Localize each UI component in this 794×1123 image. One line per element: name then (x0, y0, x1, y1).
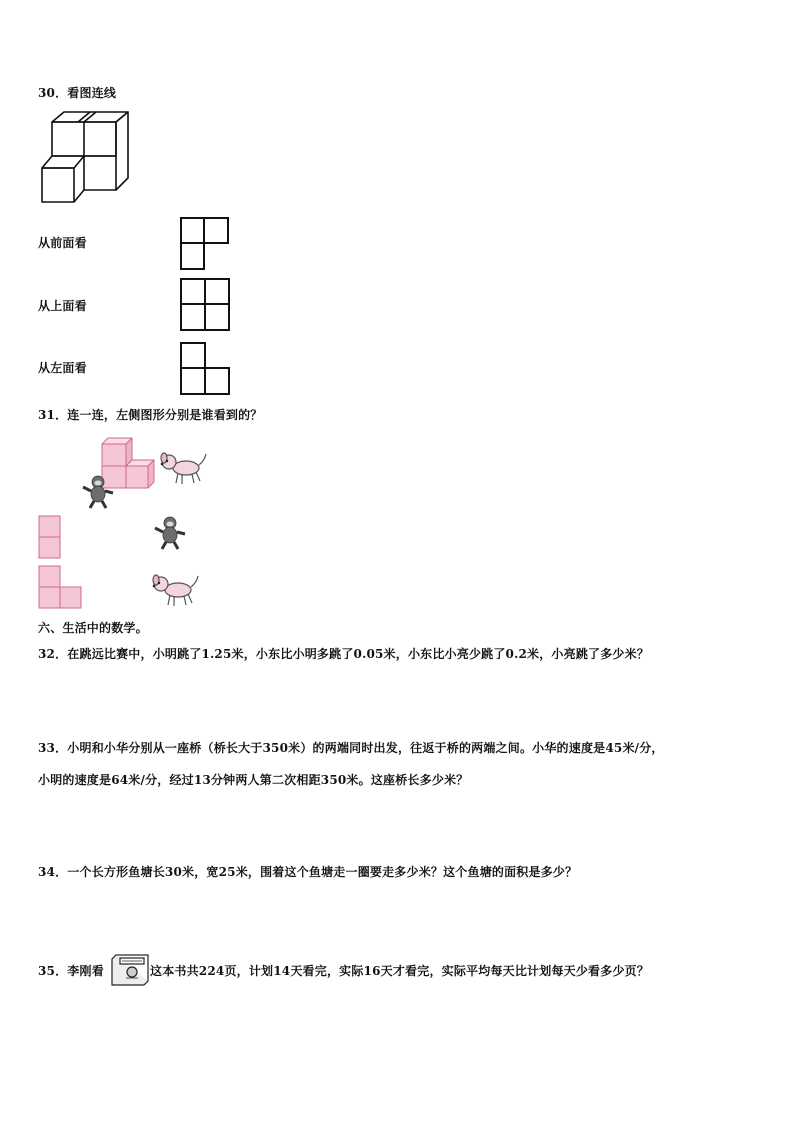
view-label-front: 从前面看 (38, 236, 87, 250)
front-view-grid-icon (180, 217, 230, 271)
q32-text: 32．在跳远比赛中，小明跳了1.25米，小东比小明多跳了0.05米，小东比小亮少跳了0.2米，小亮跳了多少米？ (38, 647, 650, 661)
pink-column-icon (38, 515, 62, 559)
q33-line-1: 33．小明和小华分别从一座桥（桥长大于350米）的两端同时出发，往返于桥的两端之间。小华的速度是45米/分， (38, 741, 664, 755)
left-view-grid-icon (180, 342, 232, 396)
dog-icon (150, 572, 200, 608)
q33-line-2: 小明的速度是64米/分，经过13分钟两人第二次相距350米。这座桥长多少米？ (38, 773, 469, 787)
q31-title: 31．连一连，左侧图形分别是谁看到的？ (38, 408, 263, 422)
book-icon (110, 953, 150, 987)
cube-solid-figure (38, 110, 130, 206)
q30-title: 30．看图连线 (38, 86, 117, 100)
q35-prefix: 35．李刚看 (38, 964, 104, 978)
section-6-title: 六、生活中的数学。 (38, 621, 148, 635)
view-label-left: 从左面看 (38, 361, 87, 375)
top-view-grid-icon (180, 278, 232, 332)
view-label-top: 从上面看 (38, 299, 87, 313)
monkey-icon (80, 474, 116, 510)
dog-icon (158, 450, 208, 486)
pink-l-shape-icon (38, 565, 84, 609)
monkey-icon (152, 515, 188, 551)
q34-text: 34．一个长方形鱼塘长30米，宽25米，围着这个鱼塘走一圈要走多少米？这个鱼塘的面积是多少？ (38, 865, 578, 879)
q35-suffix: 这本书共224页，计划14天看完，实际16天才看完，实际平均每天比计划每天少看多少页？ (150, 964, 650, 978)
